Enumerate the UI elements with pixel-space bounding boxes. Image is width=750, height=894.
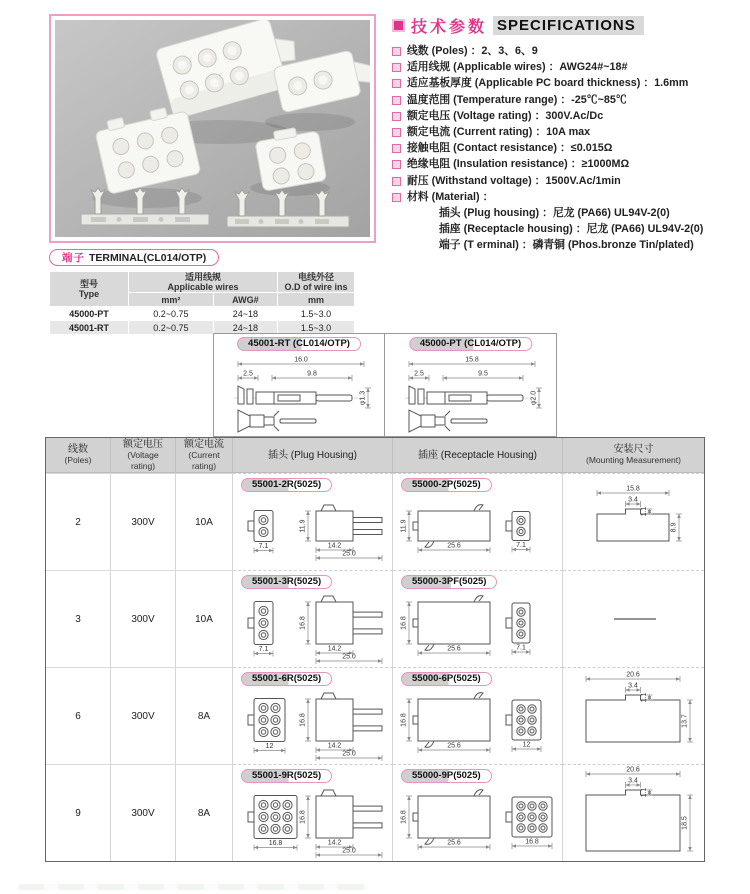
spec-item xyxy=(392,43,744,59)
housing-table-row xyxy=(46,667,704,764)
svg-text:16.8: 16.8 xyxy=(400,616,407,630)
terminal-drawings xyxy=(213,333,557,437)
bullet-square-icon xyxy=(392,193,401,202)
svg-text:20.6: 20.6 xyxy=(626,671,640,679)
receptacle-part-badge: 55000-9P(5025) xyxy=(401,769,492,783)
terminal-part-badge: 45001-RT (CL014/OTP) xyxy=(237,337,361,351)
terminal-badge-zh: 端子 xyxy=(62,252,85,264)
terminal-table xyxy=(49,271,355,335)
bullet-square-icon xyxy=(392,79,401,88)
current-value: 10A xyxy=(176,473,233,570)
spec-value: ：2、3、6、9 xyxy=(470,45,538,57)
terminal-od: 1.5~3.0 xyxy=(278,321,355,335)
housing-table-body xyxy=(46,473,704,861)
header-mounting: 安装尺寸 (Mounting Measurement) xyxy=(586,444,681,465)
material-line: 插头 (Plug housing) ：尼龙 (PA66) UL94V-2(0) xyxy=(439,207,670,220)
col-mm2: mm² xyxy=(129,293,214,307)
current-value: 10A xyxy=(176,570,233,667)
svg-text:16.8: 16.8 xyxy=(400,810,407,824)
spec-label: 适应基板厚度 (Applicable PC board thickness) xyxy=(407,77,641,90)
spec-item xyxy=(392,108,744,124)
svg-text:16.8: 16.8 xyxy=(299,713,306,727)
svg-text:11.9: 11.9 xyxy=(400,519,407,533)
svg-text:25.0: 25.0 xyxy=(341,550,356,558)
spec-value: ：10A max xyxy=(535,126,591,139)
bullet-square-icon xyxy=(392,96,401,105)
bullet-square-icon xyxy=(392,160,401,169)
current-value: 8A xyxy=(176,764,233,861)
current-value: 8A xyxy=(176,667,233,764)
svg-text:15.8: 15.8 xyxy=(626,485,640,493)
svg-text:20.6: 20.6 xyxy=(626,766,640,774)
svg-text:25.6: 25.6 xyxy=(446,542,461,550)
specs-title-en: SPECIFICATIONS xyxy=(493,16,644,35)
svg-text:16.8: 16.8 xyxy=(299,616,306,630)
spec-label: 温度范围 (Temperature range) xyxy=(407,93,558,106)
col-applicable-wires: 适用线规 Applicable wires xyxy=(129,272,278,293)
material-list xyxy=(392,205,744,254)
terminal-type: 45000-PT xyxy=(50,307,129,321)
plug-part-badge: 55001-9R(5025) xyxy=(241,769,332,783)
receptacle-part-badge: 55000-3PF(5025) xyxy=(401,575,497,589)
terminal-awg: 24~18 xyxy=(213,307,277,321)
svg-text:1.1: 1.1 xyxy=(641,787,648,798)
svg-text:14.2: 14.2 xyxy=(327,542,341,550)
receptacle-cell xyxy=(393,764,563,861)
spec-item xyxy=(392,156,744,172)
spec-label: 绝缘电阻 (Insulation resistance) xyxy=(407,158,568,171)
svg-text:7.1: 7.1 xyxy=(515,644,526,652)
svg-text:16.0: 16.0 xyxy=(294,356,308,364)
spec-label: 适用线规 (Applicable wires) xyxy=(407,61,546,74)
spec-value: ：AWG24#~18# xyxy=(548,61,628,74)
plug-cell xyxy=(233,473,393,570)
title-square-icon xyxy=(392,19,405,32)
terminal-section-badge xyxy=(49,249,219,266)
receptacle-part-badge: 55000-2P(5025) xyxy=(401,478,492,492)
svg-text:1.1: 1.1 xyxy=(641,506,648,517)
material-line: 端子 (T erminal) ：磷青铜 (Phos.bronze Tin/plated) xyxy=(439,239,694,252)
spec-item xyxy=(392,189,744,205)
spec-item xyxy=(392,124,744,140)
bullet-square-icon xyxy=(392,47,401,56)
spec-label: 额定电流 (Current rating) xyxy=(407,126,533,139)
spec-item xyxy=(392,140,744,156)
bullet-square-icon xyxy=(392,177,401,186)
product-photo xyxy=(49,14,376,243)
svg-text:8.9: 8.9 xyxy=(670,522,678,533)
receptacle-cell xyxy=(393,667,563,764)
spec-item xyxy=(392,173,744,189)
bullet-square-icon xyxy=(392,112,401,121)
mounting-cell xyxy=(563,473,704,570)
spec-value: ：≤0.015Ω xyxy=(560,142,613,155)
svg-text:3.4: 3.4 xyxy=(628,496,638,504)
header-plug: 插头 (Plug Housing) xyxy=(233,438,393,472)
svg-text:18.5: 18.5 xyxy=(681,816,689,830)
svg-text:16.8: 16.8 xyxy=(268,840,282,847)
receptacle-part-badge: 55000-6P(5025) xyxy=(401,672,492,686)
material-line: 插座 (Receptacle housing) ：尼龙 (PA66) UL94V-2(0) xyxy=(439,223,704,236)
voltage-value: 300V xyxy=(111,764,176,861)
svg-text:14.2: 14.2 xyxy=(327,839,341,847)
terminal-od: 1.5~3.0 xyxy=(278,307,355,321)
col-od-unit: mm xyxy=(278,293,355,307)
svg-text:9.5: 9.5 xyxy=(478,370,488,378)
housing-table-row xyxy=(46,473,704,570)
terminal-table-row xyxy=(50,307,355,321)
terminal-awg: 24~18 xyxy=(213,321,277,335)
voltage-value: 300V xyxy=(111,570,176,667)
plug-part-badge: 55001-2R(5025) xyxy=(241,478,332,492)
plug-cell xyxy=(233,764,393,861)
terminal-mm2: 0.2~0.75 xyxy=(129,307,214,321)
svg-text:7.1: 7.1 xyxy=(258,646,268,653)
svg-text:14.2: 14.2 xyxy=(327,742,341,750)
connector-photo-graphic xyxy=(55,20,370,237)
header-receptacle: 插座 (Receptacle Housing) xyxy=(393,438,563,472)
svg-text:9.8: 9.8 xyxy=(307,370,317,378)
specs-section xyxy=(392,14,744,254)
poles-value: 3 xyxy=(46,570,111,667)
bullet-square-icon xyxy=(392,128,401,137)
receptacle-cell xyxy=(393,570,563,667)
svg-text:13.7: 13.7 xyxy=(681,714,689,728)
mounting-cell xyxy=(563,764,704,861)
bullet-square-icon xyxy=(392,63,401,72)
spec-item xyxy=(392,59,744,75)
svg-text:15.8: 15.8 xyxy=(465,356,479,364)
spec-label: 接触电阻 (Contact resistance) xyxy=(407,142,557,155)
mounting-cell xyxy=(563,570,704,667)
svg-text:12: 12 xyxy=(265,743,273,750)
spec-label: 耐压 (Withstand voltage) xyxy=(407,174,532,187)
header-poles: 线数 (Poles) xyxy=(46,438,111,472)
col-awg: AWG# xyxy=(213,293,277,307)
svg-text:11.9: 11.9 xyxy=(299,519,306,533)
spec-label: 线数 (Poles) xyxy=(407,45,468,57)
specs-title-zh: 技术参数 xyxy=(411,19,488,36)
housing-table xyxy=(45,437,705,862)
svg-text:14.2: 14.2 xyxy=(327,645,341,653)
poles-value: 6 xyxy=(46,667,111,764)
svg-text:12: 12 xyxy=(522,741,530,749)
header-voltage: 额定电压 (Voltage rating) xyxy=(111,438,176,472)
spec-label: 额定电压 (Voltage rating) xyxy=(407,109,532,122)
col-type: 型号 Type xyxy=(50,272,129,307)
terminal-type: 45001-RT xyxy=(50,321,129,335)
housing-table-header xyxy=(46,438,704,473)
svg-text:25.0: 25.0 xyxy=(341,847,356,855)
poles-value: 9 xyxy=(46,764,111,861)
svg-text:φ1.3: φ1.3 xyxy=(359,390,367,406)
svg-text:3.4: 3.4 xyxy=(628,777,638,785)
spec-item xyxy=(392,92,744,108)
plug-cell xyxy=(233,667,393,764)
voltage-value: 300V xyxy=(111,473,176,570)
svg-text:3.4: 3.4 xyxy=(628,682,638,690)
svg-text:7.1: 7.1 xyxy=(515,542,526,549)
terminal-drawing-45001-rt xyxy=(213,333,385,437)
svg-text:25.6: 25.6 xyxy=(446,839,461,847)
svg-text:7.1: 7.1 xyxy=(258,543,268,550)
col-od: 电线外径 O.D of wire ins xyxy=(278,272,355,293)
spec-value: ： xyxy=(482,190,494,203)
plug-cell xyxy=(233,570,393,667)
receptacle-cell xyxy=(393,473,563,570)
svg-text:16.8: 16.8 xyxy=(524,838,539,846)
svg-text:φ2.0: φ2.0 xyxy=(530,390,538,406)
poles-value: 2 xyxy=(46,473,111,570)
terminal-part-badge: 45000-PT (CL014/OTP) xyxy=(409,337,532,351)
spec-list xyxy=(392,43,744,205)
svg-text:2.5: 2.5 xyxy=(414,370,424,378)
spec-value: ：300V.Ac/Dc xyxy=(534,109,604,122)
terminal-badge-en: TERMINAL(CL014/OTP) xyxy=(89,251,207,264)
svg-text:16.8: 16.8 xyxy=(400,713,407,727)
terminal-mm2: 0.2~0.75 xyxy=(129,321,214,335)
spec-value: ：≥1000MΩ xyxy=(570,158,630,171)
housing-table-row xyxy=(46,764,704,861)
footer-remnant xyxy=(18,884,368,890)
spec-item xyxy=(392,75,744,91)
mounting-cell xyxy=(563,667,704,764)
bullet-square-icon xyxy=(392,144,401,153)
svg-text:1.1: 1.1 xyxy=(641,692,648,703)
terminal-drawing-45000-pt xyxy=(385,333,557,437)
spec-value: ：-25℃~85℃ xyxy=(560,93,627,106)
spec-label: 材料 (Material) xyxy=(407,190,480,203)
plug-part-badge: 55001-3R(5025) xyxy=(241,575,332,589)
plug-part-badge: 55001-6R(5025) xyxy=(241,672,332,686)
spec-value: ：1500V.Ac/1min xyxy=(534,174,621,187)
svg-text:16.8: 16.8 xyxy=(299,810,306,824)
voltage-value: 300V xyxy=(111,667,176,764)
specs-title xyxy=(392,14,744,37)
housing-table-row xyxy=(46,570,704,667)
spec-value: ：1.6mm xyxy=(643,77,689,90)
svg-text:25.6: 25.6 xyxy=(446,742,461,750)
svg-text:25.0: 25.0 xyxy=(341,653,356,661)
svg-text:25.6: 25.6 xyxy=(446,645,461,653)
svg-text:2.5: 2.5 xyxy=(243,370,253,378)
header-current: 额定电流 (Current rating) xyxy=(176,438,233,472)
svg-text:25.0: 25.0 xyxy=(341,750,356,758)
